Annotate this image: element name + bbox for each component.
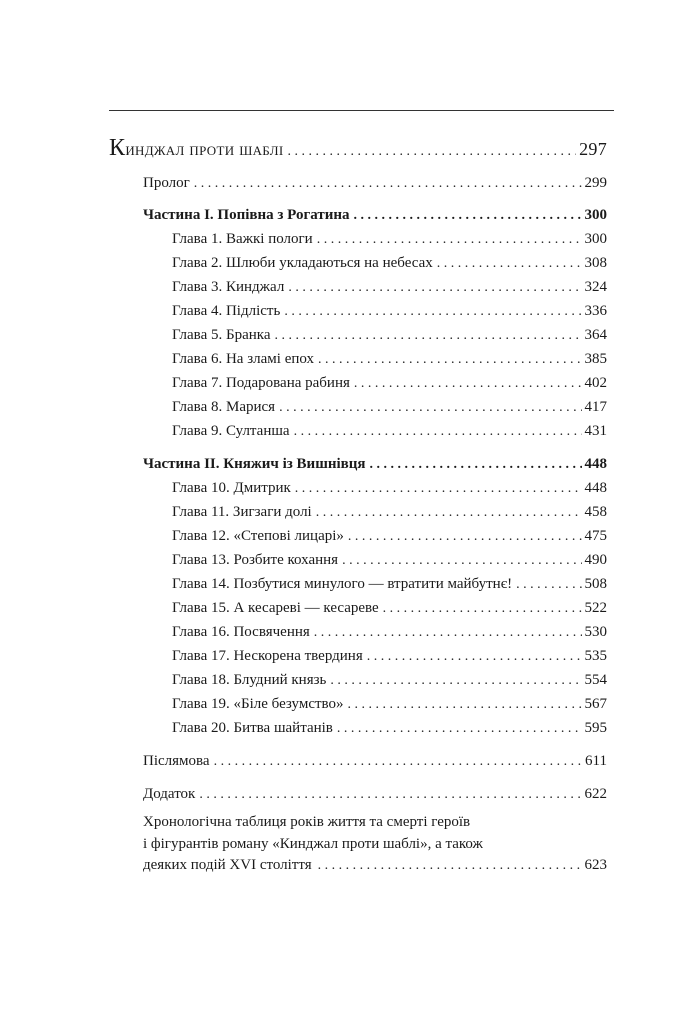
toc-chapter[interactable] — [172, 549, 607, 571]
toc-chapter[interactable] — [172, 276, 607, 298]
entry-label: Глава 14. Позбутися минулого — втратити майбутнє! — [172, 576, 513, 592]
entry-label: Глава 16. Посвячення — [172, 624, 310, 640]
dot-leader — [437, 253, 582, 274]
toc-chapter[interactable] — [172, 420, 607, 442]
toc-chapter[interactable] — [172, 669, 607, 691]
toc-chapter[interactable] — [172, 525, 607, 547]
page-number: 448 — [584, 456, 607, 472]
entry-label: Глава 13. Розбите кохання — [172, 552, 339, 568]
page-number: 448 — [584, 480, 607, 496]
entry-label: Глава 3. Кинджал — [172, 279, 285, 295]
toc-chapter[interactable] — [172, 477, 607, 499]
page-number: 522 — [584, 600, 607, 616]
dot-leader — [284, 301, 581, 322]
page-number: 324 — [584, 279, 607, 295]
entry-label: Глава 4. Підлість — [172, 303, 281, 319]
dot-leader — [317, 229, 582, 250]
toc-appendix[interactable] — [143, 783, 607, 805]
page-number: 623 — [584, 857, 607, 873]
page-number: 417 — [584, 399, 607, 415]
dot-leader — [275, 325, 582, 346]
toc-part-1[interactable] — [143, 204, 607, 226]
entry-label-line: деяких подій XVI століття — [143, 857, 312, 873]
entry-label: Додаток — [143, 786, 196, 802]
entry-label: Глава 12. «Степові лицарі» — [172, 528, 344, 544]
page-number: 622 — [584, 786, 607, 802]
toc-book-title[interactable] — [109, 137, 607, 159]
entry-label: Частина ІІ. Княжич із Вишнівця — [143, 456, 366, 472]
toc-chapter[interactable] — [172, 396, 607, 418]
dot-leader — [199, 784, 581, 805]
page-number: 475 — [584, 528, 607, 544]
dot-leader — [314, 622, 582, 643]
entry-label: Глава 9. Султанша — [172, 423, 290, 439]
entry-label: Глава 10. Дмитрик — [172, 480, 291, 496]
dot-leader — [367, 646, 582, 667]
dot-leader — [383, 598, 582, 619]
dot-leader — [214, 751, 582, 772]
page-number: 554 — [584, 672, 607, 688]
page-number: 458 — [584, 504, 607, 520]
toc-chapter[interactable] — [172, 645, 607, 667]
book-title-rest: инджал проти шаблі — [125, 139, 284, 159]
toc-chapter[interactable] — [172, 228, 607, 250]
toc-part-2[interactable] — [143, 453, 607, 475]
dot-leader — [318, 855, 582, 877]
dot-leader — [318, 349, 581, 370]
dot-leader — [288, 141, 577, 159]
page-number: 300 — [584, 207, 607, 223]
entry-label: Глава 1. Важкі пологи — [172, 231, 313, 247]
entry-label: Глава 7. Подарована рабиня — [172, 375, 350, 391]
page-number: 299 — [584, 175, 607, 191]
page-number: 385 — [584, 351, 607, 367]
entry-label: Глава 6. На зламі епох — [172, 351, 315, 367]
page-number: 300 — [584, 231, 607, 247]
dot-leader — [354, 205, 582, 226]
toc-chapter[interactable] — [172, 597, 607, 619]
entry-label: Глава 11. Зигзаги долі — [172, 504, 312, 520]
dot-leader — [330, 670, 581, 691]
toc-chapter[interactable] — [172, 252, 607, 274]
toc-prologue[interactable] — [143, 172, 607, 194]
dot-leader — [294, 421, 582, 442]
page-number: 530 — [584, 624, 607, 640]
page-number: 336 — [584, 303, 607, 319]
entry-label: Глава 19. «Біле безумство» — [172, 696, 344, 712]
toc-chapter[interactable] — [172, 372, 607, 394]
dot-leader — [194, 173, 582, 194]
page-number: 431 — [584, 423, 607, 439]
page-number: 611 — [585, 753, 607, 769]
header-rule — [109, 110, 614, 111]
page-number: 567 — [584, 696, 607, 712]
toc-chapter[interactable] — [172, 717, 607, 739]
entry-label-line: і фігурантів роману «Кинджал проти шаблі», а також — [143, 835, 483, 852]
dot-leader — [342, 550, 581, 571]
toc-chapter[interactable] — [172, 693, 607, 715]
dot-leader — [348, 526, 582, 547]
entry-label: Глава 17. Нескорена твердиня — [172, 648, 363, 664]
entry-label: Глава 8. Марися — [172, 399, 276, 415]
dot-leader — [348, 694, 582, 715]
page-number: 308 — [584, 255, 607, 271]
dot-leader — [288, 277, 581, 298]
page-number: 595 — [584, 720, 607, 736]
page-number: 490 — [584, 552, 607, 568]
toc-chapter[interactable] — [172, 621, 607, 643]
page-number: 535 — [584, 648, 607, 664]
toc-chronology[interactable] — [143, 812, 613, 877]
toc-chapter[interactable] — [172, 300, 607, 322]
entry-label: Глава 15. А кесареві — кесареве — [172, 600, 379, 616]
page-number: 508 — [584, 576, 607, 592]
book-title — [109, 137, 284, 159]
dot-leader — [370, 454, 582, 475]
toc-chapter[interactable] — [172, 501, 607, 523]
entry-label: Частина І. Попівна з Рогатина — [143, 207, 350, 223]
entry-label: Глава 2. Шлюби укладаються на небесах — [172, 255, 433, 271]
entry-label: Глава 18. Блудний князь — [172, 672, 327, 688]
page-number: 364 — [584, 327, 607, 343]
dot-leader — [516, 574, 581, 595]
entry-label: Глава 20. Битва шайтанів — [172, 720, 333, 736]
book-title-initial: К — [109, 137, 126, 159]
entry-label-line: Хронологічна таблиця років життя та смерті героїв — [143, 814, 471, 830]
page-number: 402 — [584, 375, 607, 391]
entry-last-line — [143, 855, 607, 877]
dot-leader — [295, 478, 582, 499]
dot-leader — [337, 718, 582, 739]
toc-afterword[interactable] — [143, 750, 607, 772]
toc-chapter[interactable] — [172, 324, 607, 346]
entry-label: Глава 5. Бранка — [172, 327, 271, 343]
entry-label: Пролог — [143, 175, 190, 191]
toc-chapter[interactable] — [172, 573, 607, 595]
page-number: 297 — [579, 139, 607, 159]
dot-leader — [316, 502, 582, 523]
entry-label: Післямова — [143, 753, 210, 769]
dot-leader — [279, 397, 581, 418]
toc-chapter[interactable] — [172, 348, 607, 370]
dot-leader — [354, 373, 582, 394]
